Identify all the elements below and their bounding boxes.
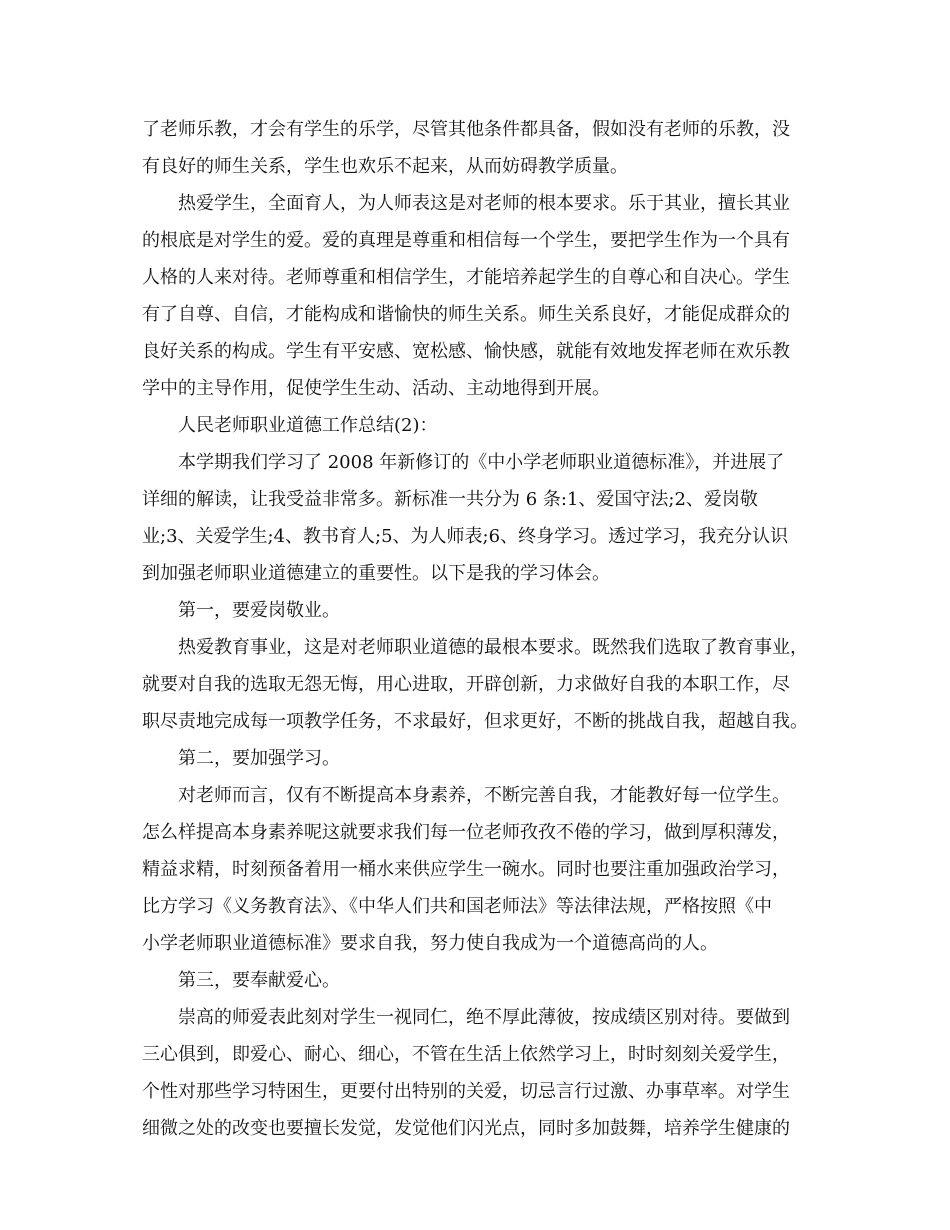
text-line: 个性对那些学习特困生，更要付出特别的关爱，切忌言行过激、办事草率。对学生 [142,1081,790,1102]
text-line: 业;3、关爱学生;4、教书育人;5、为人师表;6、终身学习。透过学习，我充分认识 [142,526,789,547]
text-line: 小学老师职业道德标准》要求自我，努力使自我成为一个道德高尚的人。 [142,933,718,954]
point-heading: 第三，要奉献爱心。 [178,970,340,991]
text-line: 三心俱到，即爱心、耐心、细心，不管在生活上依然学习上，时时刻刻关爱学生， [142,1044,790,1065]
text-line: 学中的主导作用，促使学生生动、活动、主动地得到开展。 [142,378,610,399]
text-line: 怎么样提高本身素养呢这就要求我们每一位老师孜孜不倦的学习，做到厚积薄发， [142,822,790,843]
text-line: 有良好的师生关系，学生也欢乐不起来，从而妨碍教学质量。 [142,156,628,177]
text-line: 的根底是对学生的爱。爱的真理是尊重和相信每一个学生，要把学生作为一个具有 [142,230,790,251]
text-line: 精益求精，时刻预备着用一桶水来供应学生一碗水。同时也要注重加强政治学习， [142,859,790,880]
text-line: 就要对自我的选取无怨无悔，用心进取，开辟创新，力求做好自我的本职工作，尽 [142,674,790,695]
paragraph-start: 对老师而言，仅有不断提高本身素养，不断完善自我，才能教好每一位学生。 [178,785,790,806]
text-line: 良好关系的构成。学生有平安感、宽松感、愉快感，就能有效地发挥老师在欢乐教 [142,341,790,362]
text-line: 细微之处的改变也要擅长发觉，发觉他们闪光点，同时多加鼓舞，培养学生健康的 [142,1118,790,1139]
text-line: 到加强老师职业道德建立的重要性。以下是我的学习体会。 [142,563,610,584]
text-line: 比方学习《义务教育法》、《中华人们共和国老师法》等法律法规，严格按照《中 [142,896,772,917]
section-title: 人民老师职业道德工作总结(2)： [178,415,438,436]
point-heading: 第二，要加强学习。 [178,748,340,769]
text-line: 详细的解读，让我受益非常多。新标准一共分为 6 条:1、爱国守法;2、爱岗敬 [142,489,758,510]
paragraph-start: 热爱学生，全面育人，为人师表这是对老师的根本要求。乐于其业，擅长其业 [178,193,790,214]
text-line: 人格的人来对待。老师尊重和相信学生，才能培养起学生的自尊心和自决心。学生 [142,267,790,288]
point-heading: 第一，要爱岗敬业。 [178,600,340,621]
text-line: 了老师乐教，才会有学生的乐学，尽管其他条件都具备，假如没有老师的乐教，没 [142,119,790,140]
paragraph-start: 崇高的师爱表此刻对学生一视同仁，绝不厚此薄彼，按成绩区别对待。要做到 [178,1007,790,1028]
paragraph-start: 本学期我们学习了 2008 年新修订的《中小学老师职业道德标准》，并进展了 [178,452,785,473]
paragraph-start: 热爱教育事业，这是对老师职业道德的最根本要求。既然我们选取了教育事业， [178,637,808,658]
text-line: 职尽责地完成每一项教学任务，不求最好，但求更好，不断的挑战自我，超越自我。 [142,711,808,732]
text-line: 有了自尊、自信，才能构成和谐愉快的师生关系。师生关系良好，才能促成群众的 [142,304,790,325]
